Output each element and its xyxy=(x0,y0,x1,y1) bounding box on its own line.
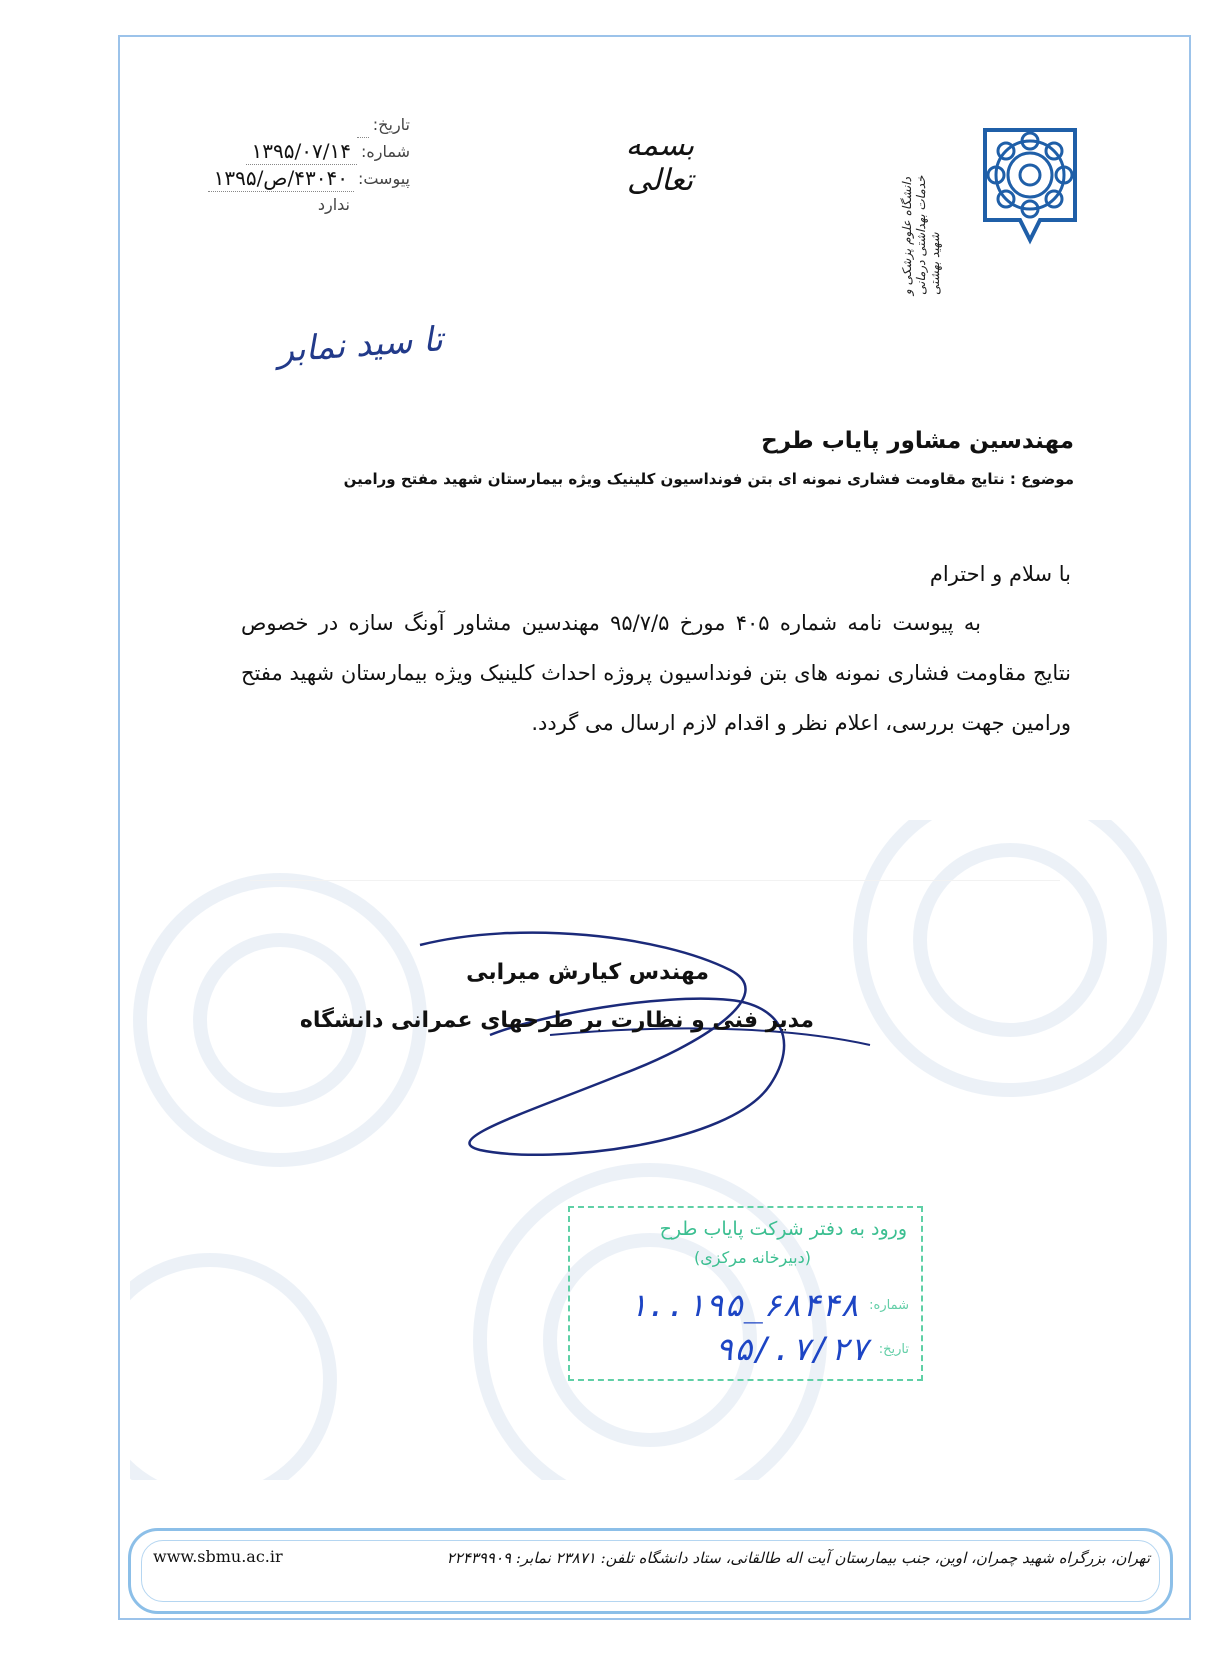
subject-line: موضوع : نتایج مقاومت فشاری نمونه ای بتن فونداسیون کلینیک ویژه بیمارستان شهید مفتح ورامین xyxy=(343,470,1074,488)
stamp-title: ورود به دفتر شرکت پایاب طرح xyxy=(659,1218,907,1240)
greeting: با سلام و احترام xyxy=(929,562,1071,586)
footer-address: تهران، بزرگراه شهید چمران، اوین، جنب بیمارستان آیت اله طالقانی، ستاد دانشگاه تلفن: ۲۳۸۷۱ نمابر: ۲۲۴۳۹۹۰۹ xyxy=(446,1549,1150,1567)
stamp-subtitle: (دبیرخانه مرکزی) xyxy=(694,1248,811,1267)
stamp-date-value: ۹۵/.۷/۲۷ xyxy=(714,1330,869,1368)
attachment-value: ۴۳۰۴۰/ص/۱۳۹۵ xyxy=(208,165,354,192)
divider xyxy=(250,880,1060,881)
number-value: ۱۳۹۵/۰۷/۱۴ xyxy=(246,138,357,165)
stamp-date-label: تاریخ: xyxy=(878,1341,909,1357)
attachment-note-row xyxy=(155,192,410,218)
bismillah-calligraphy: بسمه تعالی xyxy=(625,128,695,198)
university-logo xyxy=(900,125,1090,305)
attachment-label: پیوست: xyxy=(357,169,410,188)
university-emblem-icon xyxy=(980,125,1080,245)
letter-header xyxy=(155,112,410,218)
stamp-number-value: ۱..۱۹۵_۶۸۴۴۸ xyxy=(627,1286,860,1324)
date-row xyxy=(155,112,410,138)
number-row xyxy=(155,138,410,165)
recipient: مهندسین مشاور پایاب طرح xyxy=(761,428,1074,454)
number-label: شماره: xyxy=(360,142,410,161)
date-value xyxy=(357,137,369,138)
received-stamp xyxy=(568,1206,923,1381)
stamp-number-label: شماره: xyxy=(869,1297,909,1313)
stamp-number-row xyxy=(628,1286,909,1324)
letter-body: به پیوست نامه شماره ۴۰۵ مورخ ۹۵/۷/۵ مهندسین مشاور آونگ سازه در خصوص نتایج مقاومت فشاری نمونه های بتن فونداسیون پروژه احداث کلینیک ویژه بیمارستان شهید مفتح ورامین جهت بررسی، اعلام نظر و اقدام لازم ارسال می گردد. xyxy=(241,611,1071,735)
date-label: تاریخ: xyxy=(372,115,410,134)
attachment-row xyxy=(155,165,410,192)
stamp-date-row xyxy=(715,1330,909,1368)
handwritten-note: تا سید نمابر xyxy=(275,319,445,371)
footer xyxy=(128,1528,1173,1614)
signatory-name: مهندس کیارش میرابی xyxy=(466,960,709,985)
university-name: دانشگاه علوم پزشکی و خدمات بهداشتی درمانی شهید بهشتی xyxy=(900,175,942,295)
signatory-title: مدیر فنی و نظارت بر طرحهای عمرانی دانشگاه xyxy=(299,1008,814,1033)
attachment-note: ندارد xyxy=(317,195,350,214)
footer-website-link[interactable]: www.sbmu.ac.ir xyxy=(153,1547,283,1566)
